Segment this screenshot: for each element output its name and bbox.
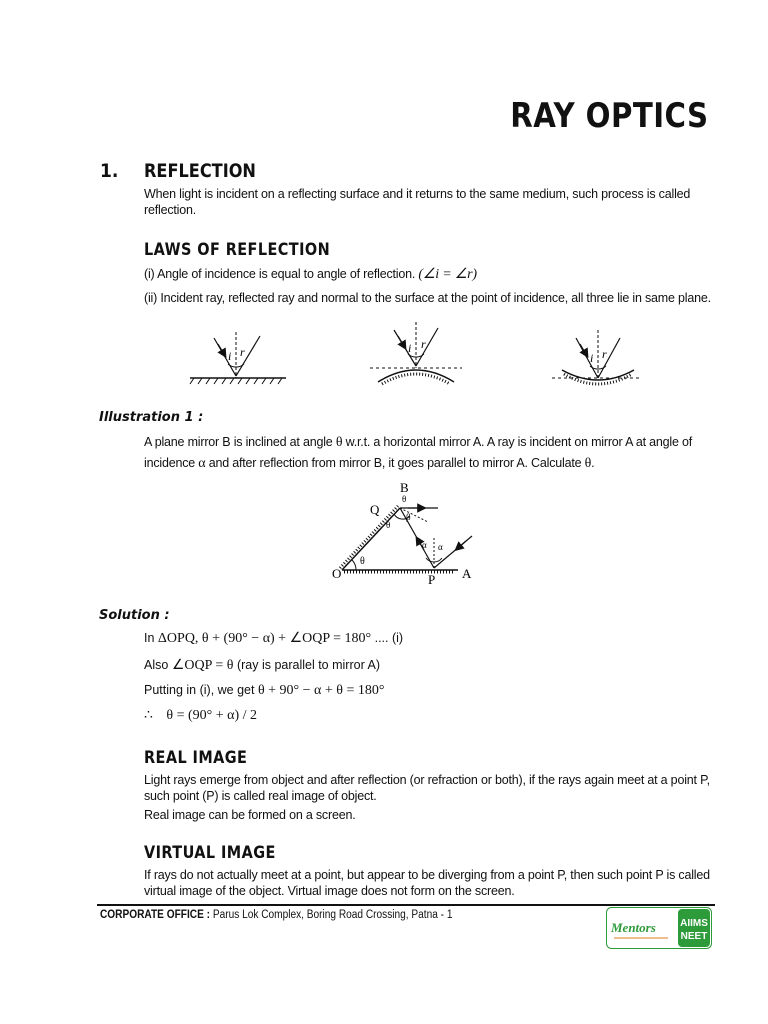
solution-line-3 [144, 683, 384, 699]
symbol-alpha: α [198, 456, 206, 471]
section-number: 1. [100, 160, 119, 182]
law-item-1-text: (i) Angle of incidence is equal to angle of reflection. [144, 267, 416, 281]
footer-divider [97, 904, 715, 906]
virtual-image-line-1: If rays do not actually meet at a point, but appear to be diverging from a point P, then such point P is called [144, 868, 710, 882]
real-image-paragraph [144, 772, 718, 823]
virtual-image-line-2: virtual image of the object. Virtual image does not form on the screen. [144, 884, 515, 898]
illustration-period: . [591, 456, 595, 470]
law-item-1 [144, 266, 718, 283]
solution-label: Solution : [99, 608, 170, 623]
solution-equation-2: ∠OQP = θ [171, 658, 234, 673]
plane-mirror-diagram [190, 332, 286, 384]
illustration-text [144, 432, 718, 474]
reflection-diagrams [180, 320, 650, 392]
label-O: O [332, 566, 342, 581]
law-item-1-formula: (∠i = ∠r) [418, 267, 477, 282]
label-r: r [240, 345, 245, 359]
label-B: B [400, 480, 409, 495]
solution-equation-3: θ + 90° − α + θ = 180° [257, 683, 385, 698]
real-image-line-3: Real image can be formed on a screen. [144, 808, 356, 822]
logo-badge-aiims: AIIMS [680, 918, 708, 929]
symbol-theta: θ [335, 435, 343, 450]
virtual-image-paragraph [144, 867, 718, 899]
footer-label: CORPORATE OFFICE : [100, 909, 211, 921]
label-alpha-2: α [438, 542, 443, 552]
solution-text: Putting in (i), we get [144, 683, 255, 697]
solution-line-2 [144, 657, 380, 674]
solution-line-4 [144, 707, 257, 724]
label-P: P [428, 572, 436, 587]
illustration-text-part: incidence [144, 456, 196, 470]
label-theta-Q2: θ [386, 520, 391, 530]
real-image-line-2: such point (P) is called real image of object. [144, 789, 377, 803]
label-theta-O: θ [360, 556, 365, 567]
illustration-text-part: w.r.t. a horizontal mirror A. A ray is incident on mirror A at angle of [345, 435, 693, 449]
solution-text: (ray is parallel to mirror A) [236, 658, 381, 672]
illustration-label: Illustration 1 : [99, 410, 204, 425]
label-beta: β [406, 512, 411, 522]
label-theta-Q1: θ [402, 494, 407, 504]
convex-mirror-diagram [370, 322, 462, 384]
label-i: i [228, 349, 232, 363]
therefore-symbol: ∴ [144, 708, 153, 723]
illustration-text-part: and after reflection from mirror B, it goes parallel to mirror A. Calculate [208, 456, 582, 470]
label-Q: Q [370, 502, 380, 517]
real-image-heading: REAL IMAGE [144, 748, 248, 768]
label-r: r [602, 347, 607, 361]
symbol-theta: θ [584, 456, 592, 471]
intro-line-2: reflection. [144, 203, 196, 217]
solution-line-1 [144, 630, 403, 647]
label-i: i [590, 351, 594, 365]
law-item-2: (ii) Incident ray, reflected ray and normal to the surface at the point of incidence, all three lie in same plane. [144, 291, 711, 305]
intro-paragraph [144, 186, 718, 218]
concave-mirror-diagram [552, 330, 642, 384]
footer [100, 909, 452, 921]
section-title: REFLECTION [144, 160, 256, 182]
footer-address: Parus Lok Complex, Boring Road Crossing, Patna - 1 [212, 909, 453, 921]
page-title: RAY OPTICS [509, 96, 708, 136]
solution-text: Also [144, 658, 169, 672]
label-r: r [421, 337, 426, 351]
laws-heading: LAWS OF REFLECTION [144, 240, 331, 260]
mentors-logo [606, 907, 712, 949]
intro-line-1: When light is incident on a reflecting surface and it returns to the same medium, such process is called [144, 187, 691, 201]
logo-badge-neet: NEET [680, 931, 708, 942]
two-mirror-figure [330, 478, 480, 590]
illustration-line-1 [144, 432, 718, 453]
label-A: A [462, 566, 472, 581]
illustration-text-part: A plane mirror B is inclined at angle [144, 435, 333, 449]
solution-text: In [144, 631, 155, 645]
equation-tag: .... (i) [374, 631, 404, 645]
label-i: i [408, 341, 412, 355]
virtual-image-heading: VIRTUAL IMAGE [144, 843, 276, 863]
solution-equation-1: ΔOPQ, θ + (90° − α) + ∠OQP = 180° [157, 631, 372, 646]
logo-brand: Mentors [611, 920, 656, 935]
label-alpha-1: α [422, 540, 427, 550]
real-image-line-1: Light rays emerge from object and after reflection (or refraction or both), if the rays again meet at a point P, [144, 773, 710, 787]
solution-equation-4: θ = (90° + α) / 2 [166, 708, 258, 723]
illustration-line-2 [144, 453, 718, 474]
